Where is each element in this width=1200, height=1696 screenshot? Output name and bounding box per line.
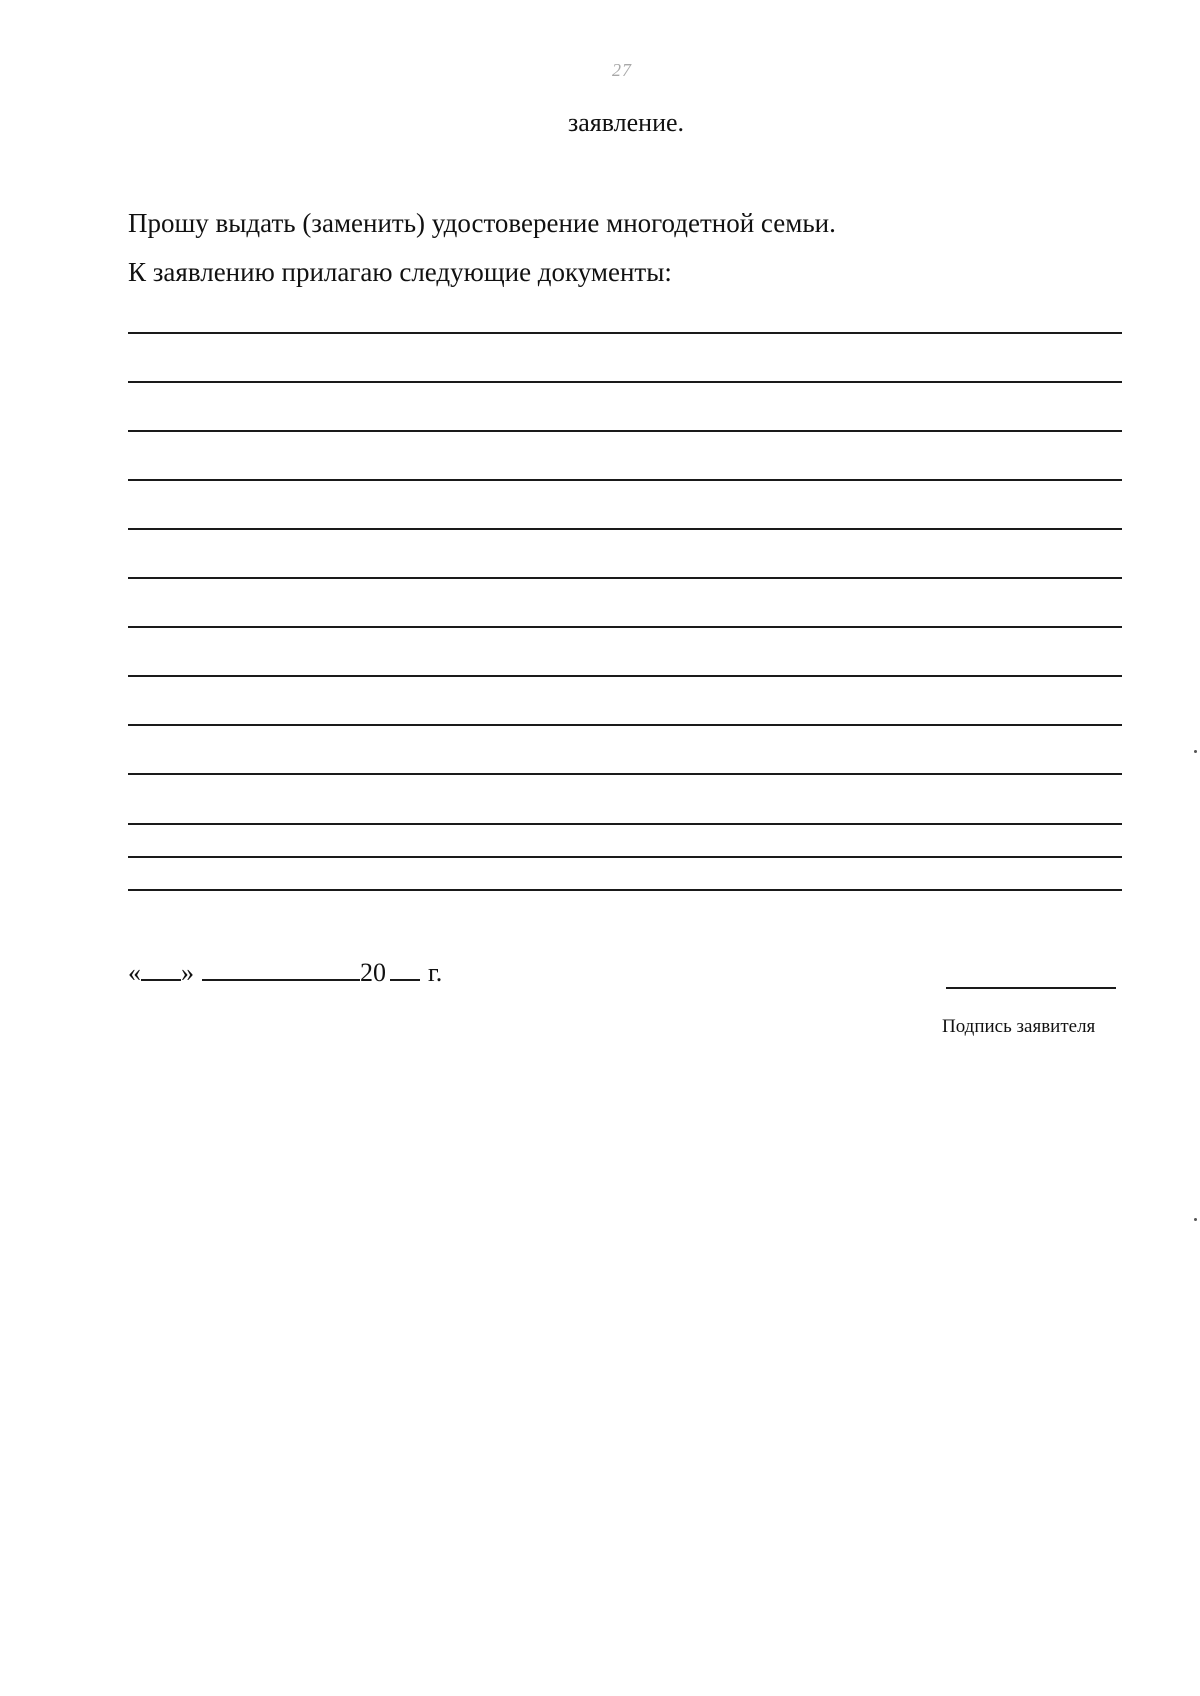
date-field — [128, 958, 442, 988]
attachment-line-2[interactable] — [128, 381, 1122, 383]
attachment-line-10[interactable] — [128, 773, 1122, 775]
attachment-line-13[interactable] — [128, 889, 1122, 891]
attachment-line-4[interactable] — [128, 479, 1122, 481]
signature-line[interactable] — [946, 987, 1116, 989]
attachment-line-5[interactable] — [128, 528, 1122, 530]
date-close-quote: » — [181, 958, 194, 987]
attachment-line-11[interactable] — [128, 823, 1122, 825]
page-number: 27 — [612, 60, 632, 80]
document-title: заявление. — [567, 108, 685, 137]
date-year-blank[interactable] — [390, 959, 420, 981]
date-month-blank[interactable] — [202, 959, 360, 981]
scan-speck — [1194, 750, 1197, 753]
attachment-line-9[interactable] — [128, 724, 1122, 726]
date-century: 20 — [360, 958, 386, 987]
request-text: Прошу выдать (заменить) удостоверение многодетной семьи. — [128, 208, 836, 238]
date-open-quote: « — [128, 958, 141, 987]
attachment-line-3[interactable] — [128, 430, 1122, 432]
attachment-line-1[interactable] — [128, 332, 1122, 334]
signature-label: Подпись заявителя — [942, 1016, 1096, 1037]
date-day-blank[interactable] — [141, 959, 181, 981]
attachment-line-6[interactable] — [128, 577, 1122, 579]
attachment-line-7[interactable] — [128, 626, 1122, 628]
attachment-line-12[interactable] — [128, 856, 1122, 858]
date-year-suffix: г. — [428, 958, 443, 987]
scan-speck — [1194, 1218, 1197, 1221]
attachment-line-8[interactable] — [128, 675, 1122, 677]
attachments-intro: К заявлению прилагаю следующие документы: — [128, 257, 672, 287]
